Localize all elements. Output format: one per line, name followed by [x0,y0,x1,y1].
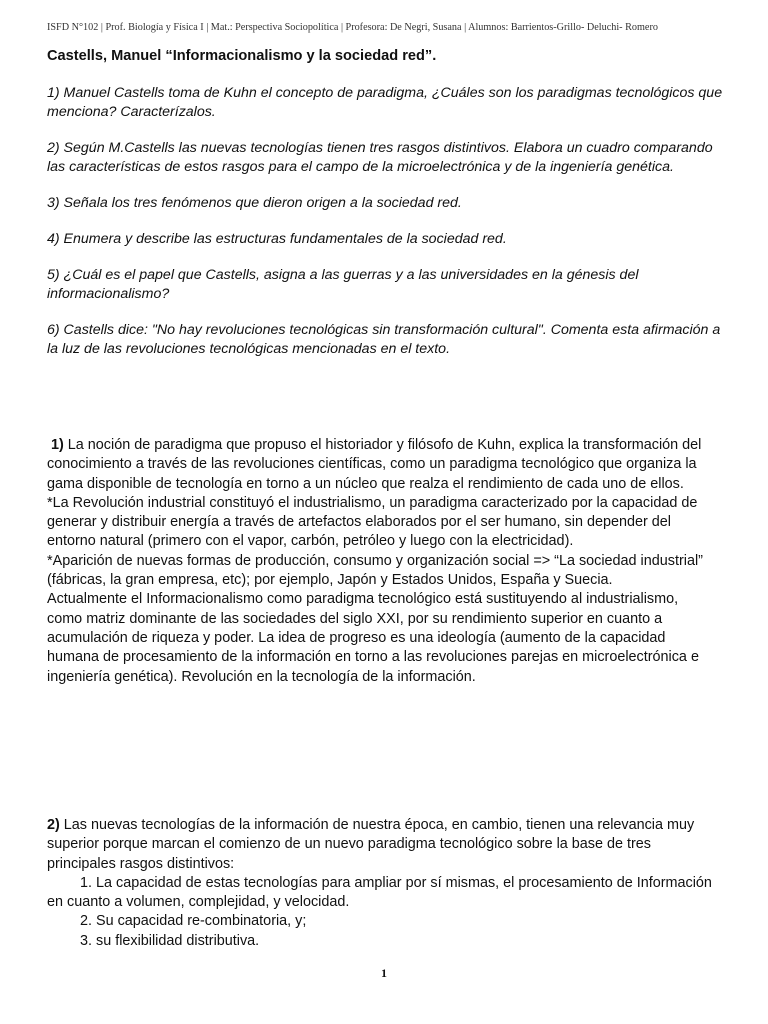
page-number: 1 [381,966,387,980]
question-3: 3) Señala los tres fenómenos que dieron origen a la sociedad red. [47,195,462,211]
answer-2-item-2: 2. Su capacidad re-combinatoria, y; [80,913,307,930]
answer-2-number: 2) [47,817,60,833]
answer-1-number: 1) [51,437,64,453]
answer-1-bullet-2: *Aparición de nuevas formas de producción, consumo y organización social => “La sociedad industrial” (fábricas, la gran empresa, etc); por ejemplo, Japón y Estados Unidos, España y Suecia. [47,552,703,589]
question-2: 2) Según M.Castells las nuevas tecnologías tienen tres rasgos distintivos. Elabora un cuadro comparando las características de estos rasgos para el campo de la microelectrónica y de la ingeniería genética. [47,140,713,175]
question-1: 1) Manuel Castells toma de Kuhn el concepto de paradigma, ¿Cuáles son los paradigmas tecnológicos que menciona? Caracterízalos. [47,85,723,120]
answer-1-bullet-1: *La Revolución industrial constituyó el industrialismo, un paradigma caracterizado por la capacidad de generar y distribuir energía a través de artefactos elaborados por el ser humano, sin depender del entorno natural (primero con el vapor, carbón, petróleo y luego con la electricidad). [47,494,698,550]
document-title: Castells, Manuel “Informacionalismo y la sociedad red”. [47,48,437,64]
question-5: 5) ¿Cuál es el papel que Castells, asigna a las guerras y a las universidades en la génesis del informacionalismo? [47,267,639,302]
answer-1-intro [47,436,715,494]
question-4: 4) Enumera y describe las estructuras fundamentales de la sociedad red. [47,231,507,247]
answer-2-item-3: 3. su flexibilidad distributiva. [80,932,260,949]
page-header: ISFD N°102 | Prof. Biología y Física I | Mat.: Perspectiva Sociopolítica | Profesora: De Negri, Susana | Alumnos: Barrientos-Grillo- Deluchi- Romero [47,22,658,33]
question-6: 6) Castells dice: "No hay revoluciones tecnológicas sin transformación cultural". Comenta esta afirmación a la luz de las revoluciones tecnológicas mencionadas en el texto. [47,322,721,357]
answer-1-closing: Actualmente el Informacionalismo como paradigma tecnológico está sustituyendo al industrialismo, como matriz dominante de las sociedades del siglo XXI, por su rendimiento superior en cuanto a acumulación de riqueza y poder. La idea de progreso es una ideología (aumento de la capacidad humana de procesamiento de la información en torno a las revoluciones parejas en microelectrónica e ingeniería genética). Revolución en la tecnología de la información. [47,591,699,685]
answer-2-intro [47,816,717,874]
answer-2-item-1: 1. La capacidad de estas tecnologías para ampliar por sí mismas, el procesamiento de Información en cuanto a volumen, complejidad, y velocidad. [47,874,712,911]
answer-2-section [47,816,717,951]
answer-1-section [47,436,715,687]
answer-1-intro-text: La noción de paradigma que propuso el historiador y filósofo de Kuhn, explica la transformación del conocimiento a través de las revoluciones científicas, como un paradigma tecnológico que organiza la gama disponible de tecnología en torno a un núcleo que realza el rendimiento de cada uno de ellos. [47,437,702,492]
answer-2-intro-text: Las nuevas tecnologías de la información de nuestra época, en cambio, tienen una relevancia muy superior porque marcan el comienzo de un nuevo paradigma tecnológico sobre la base de tres principales rasgos distintivos: [47,817,695,872]
questions-list [47,84,732,376]
